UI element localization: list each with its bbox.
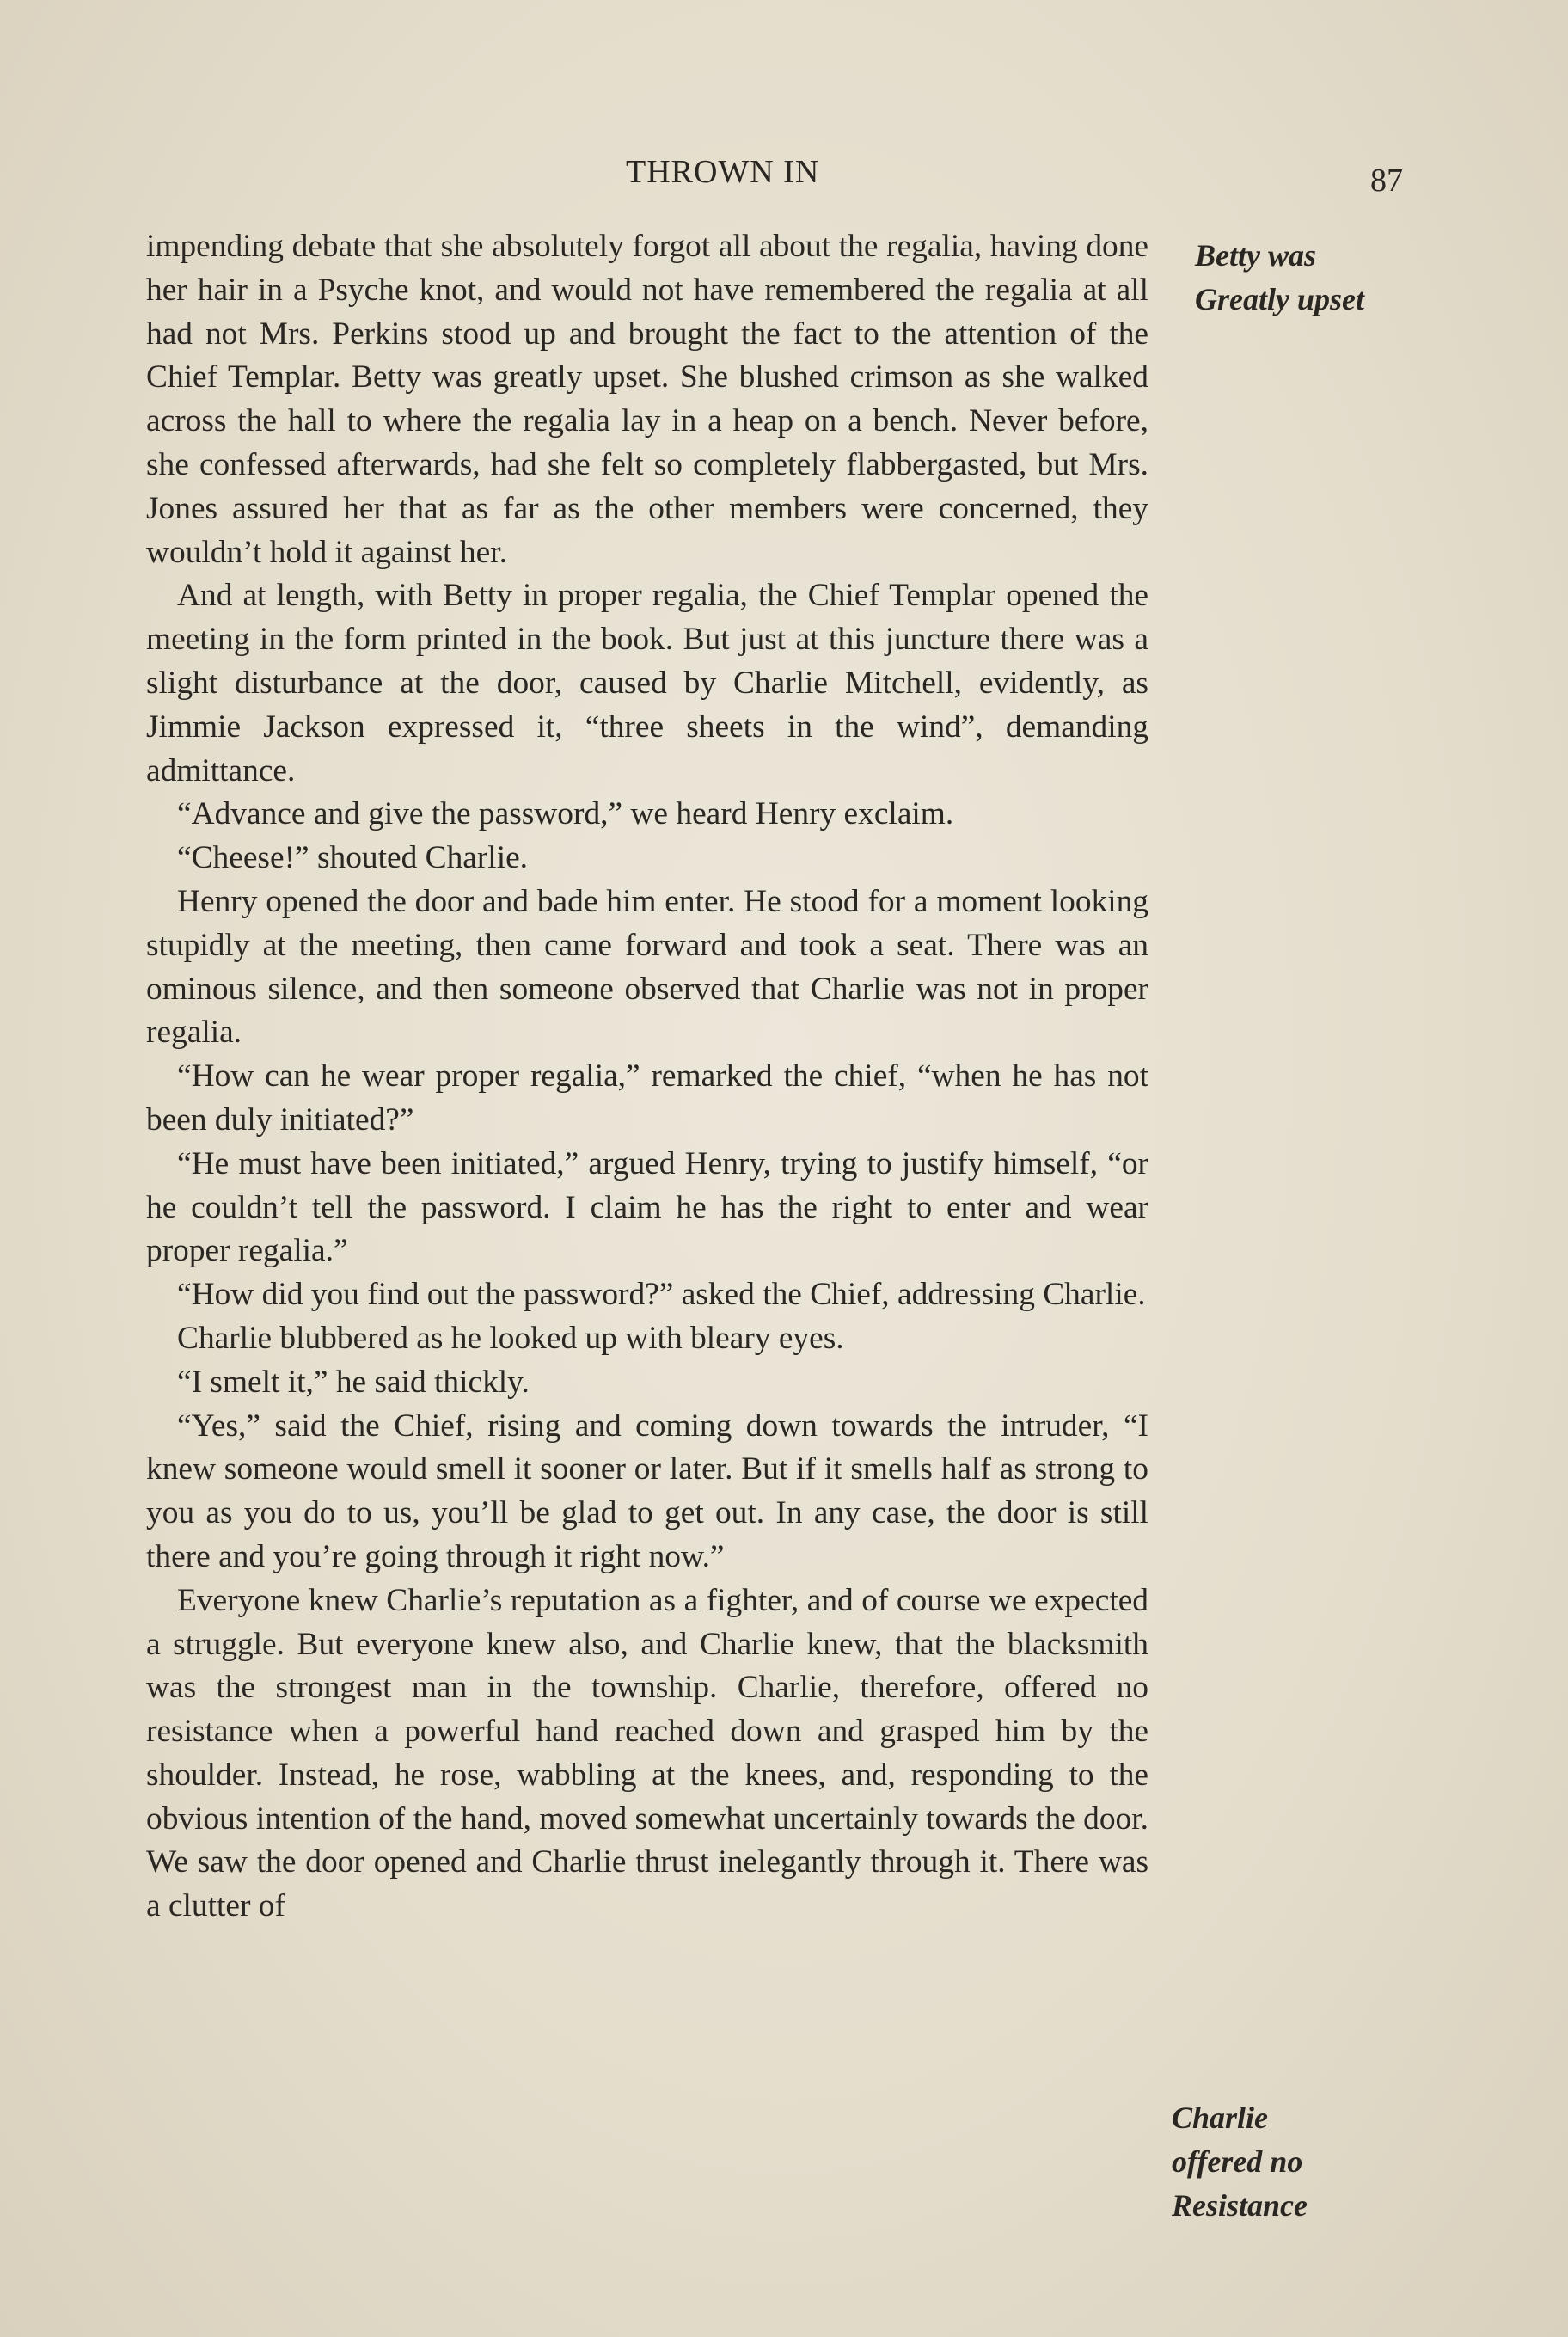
paragraph: And at length, with Betty in proper regalia, the Chief Templar opened the meeting in the form printed in the book. But just at this juncture there was a slight disturbance at the door, caused by Charlie Mitchell, evidently, as Jimmie Jackson expressed it, “three sheets in the wind”, demanding admittance. (146, 578, 1148, 788)
body-text (146, 225, 1148, 1929)
paragraph: “He must have been initiated,” argued Henry, trying to justify himself, “or he couldn’t tell the password. I claim he has the right to enter and wear proper regalia.” (146, 1145, 1148, 1269)
margin-note-betty (1195, 234, 1364, 322)
paragraph: “How did you find out the password?” asked the Chief, addressing Charlie. (177, 1277, 1146, 1313)
paragraph: “Advance and give the password,” we heard Henry exclaim. (177, 796, 954, 832)
paragraph: Henry opened the door and bade him enter. He stood for a moment looking stupidly at the meeting, then came forward and took a seat. There was an ominous silence, and then someone observed that Charlie was not in proper regalia. (146, 883, 1148, 1051)
margin-note-line: Resistance (1172, 2187, 1308, 2223)
running-header-title: THROWN IN (626, 154, 820, 190)
page-number: 87 (1370, 163, 1403, 199)
paragraph: “Yes,” said the Chief, rising and coming down towards the intruder, “I knew someone would smell it sooner or later. But if it smells half as strong to you as you do to us, you’ll be glad to get out. In any case, the door is still there and you’re going through it right now.” (146, 1408, 1148, 1574)
margin-note-line: Charlie (1172, 2101, 1269, 2135)
paragraph: “Cheese!” shouted Charlie. (177, 840, 529, 876)
paragraph: “How can he wear proper regalia,” remarked the chief, “when he has not been duly initiated?” (146, 1058, 1148, 1138)
paragraph: Everyone knew Charlie’s reputation as a fighter, and of course we expected a struggle. But everyone knew also, and Charlie knew, that the blacksmith was the strongest man in the township. Charlie, therefore, offered no resistance when a powerful hand reached down and grasped him by the shoulder. Instead, he rose, wabbling at the knees, and, responding to the obvious intention of the hand, moved somewhat uncertainly towards the door. We saw the door opened and Charlie thrust inelegantly through it. There was a clutter of (146, 1582, 1148, 1924)
margin-note-line: offered no (1172, 2144, 1303, 2179)
paragraph: “I smelt it,” he said thickly. (177, 1364, 530, 1400)
paragraph: Charlie blubbered as he looked up with bleary eyes. (177, 1320, 844, 1356)
margin-note-line: Greatly upset (1195, 281, 1364, 316)
margin-note-line: Betty was (1195, 238, 1316, 273)
paragraph: impending debate that she absolutely forgot all about the regalia, having done her hair in a Psyche knot, and would not have remembered the regalia at all had not Mrs. Perkins stood up and brought the fact to the attention of the Chief Templar. Betty was greatly upset. She blushed crimson as she walked across the hall to where the regalia lay in a heap on a bench. Never before, she confessed afterwards, had she felt so completely flabbergasted, but Mrs. Jones assured her that as far as the other members were concerned, they wouldn’t hold it against her. (146, 229, 1148, 570)
margin-note-charlie (1172, 2096, 1308, 2227)
